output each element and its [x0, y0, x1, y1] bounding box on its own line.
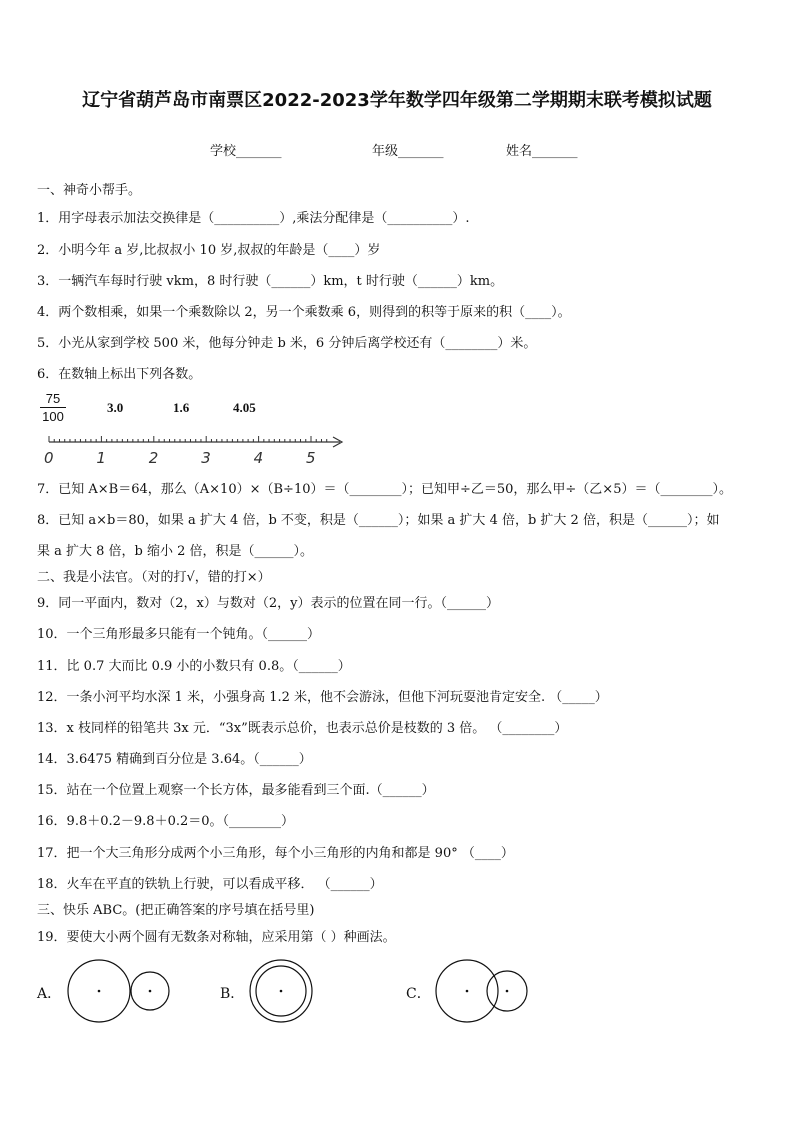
question-14: 14．3.6475 精确到百分位是 3.64。（______） [37, 752, 312, 767]
shared-center [280, 990, 283, 993]
question-18: 18．火车在平直的铁轨上行驶，可以看成平移． （______） [37, 877, 383, 892]
question-15: 15．站在一个位置上观察一个长方体，最多能看到三个面.（______） [37, 783, 435, 798]
question-16: 16．9.8＋0.2－9.8＋0.2＝0。（________） [37, 814, 295, 829]
question-1: 1．用字母表示加法交换律是（__________）,乘法分配律是（__________）. [37, 211, 470, 226]
fraction-75-100 [40, 390, 66, 425]
option-a-circles [66, 958, 176, 1024]
fraction-denominator: 100 [40, 407, 66, 425]
tick-label: 3 [201, 449, 211, 467]
large-circle-center [98, 990, 101, 993]
section-heading-2: 二、我是小法官。（对的打√，错的打×） [37, 570, 271, 585]
section-heading-3: 三、快乐 ABC。(把正确答案的序号填在括号里) [37, 903, 315, 918]
question-8-continued: 果 a 扩大 8 倍，b 缩小 2 倍，积是（______）。 [37, 544, 314, 559]
number-line [40, 434, 350, 470]
question-17: 17．把一个大三角形分成两个小三角形，每个小三角形的内角和都是 90° （____） [37, 846, 514, 861]
name-field: 姓名_______ [506, 144, 578, 159]
question-11: 11．比 0.7 大而比 0.9 小的小数只有 0.8。（______） [37, 659, 351, 674]
question-10: 10．一个三角形最多只能有一个钝角。（______） [37, 627, 321, 642]
number-label-3-0: 3.0 [107, 400, 124, 415]
question-3: 3．一辆汽车每时行驶 vkm，8 时行驶（______）km，t 时行驶（______）km。 [37, 274, 504, 289]
fraction-numerator: 75 [45, 391, 61, 406]
tick-label: 1 [96, 449, 106, 467]
page-title: 辽宁省葫芦岛市南票区2022-2023学年数学四年级第二学期期末联考模拟试题 [82, 90, 712, 111]
question-12: 12．一条小河平均水深 1 米，小强身高 1.2 米，他不会游泳，但他下河玩耍池肯定安全. （_____） [37, 690, 608, 705]
question-4: 4．两个数相乘，如果一个乘数除以 2，另一个乘数乘 6，则得到的积等于原来的积（____）。 [37, 305, 571, 320]
option-b-label: B． [220, 986, 245, 1002]
tick-label: 4 [253, 449, 264, 467]
number-line-ticks [49, 436, 327, 442]
large-circle-center [466, 990, 469, 993]
question-5: 5．小光从家到学校 500 米，他每分钟走 b 米，6 分钟后离学校还有（________）米。 [37, 336, 537, 351]
question-13: 13．x 枝同样的铅笔共 3x 元．“3x”既表示总价，也表示总价是枝数的 3 倍。 （________） [37, 721, 568, 736]
number-label-1-6: 1.6 [173, 400, 190, 415]
tick-label: 5 [306, 449, 316, 467]
question-9: 9．同一平面内，数对（2，x）与数对（2，y）表示的位置在同一行。（______） [37, 596, 499, 611]
option-c-label: C． [406, 986, 431, 1002]
option-b-circles [248, 958, 314, 1024]
question-7: 7．已知 A×B＝64，那么（A×10）×（B÷10）＝（________）；已知甲÷乙＝50，那么甲÷（乙×5）＝（________）。 [37, 482, 732, 497]
small-circle-center [149, 990, 152, 993]
tick-label: 2 [148, 449, 159, 467]
question-19: 19．要使大小两个圆有无数条对称轴，应采用第（ ）种画法。 [37, 930, 396, 945]
option-c-circles [434, 958, 534, 1024]
option-a-label: A． [37, 986, 62, 1002]
question-6: 6．在数轴上标出下列各数。 [37, 367, 202, 382]
question-2: 2．小明今年 a 岁,比叔叔小 10 岁,叔叔的年龄是（____）岁 [37, 243, 381, 258]
small-circle-center [506, 990, 509, 993]
grade-field: 年级_______ [372, 144, 444, 159]
number-label-4-05: 4.05 [233, 400, 256, 415]
question-8: 8．已知 a×b＝80，如果 a 扩大 4 倍，b 不变，积是（______）；如果 a 扩大 4 倍，b 扩大 2 倍，积是（______）；如 [37, 513, 720, 528]
section-heading-1: 一、神奇小帮手。 [37, 183, 142, 198]
school-field: 学校_______ [210, 144, 282, 159]
tick-label: 0 [44, 449, 54, 467]
